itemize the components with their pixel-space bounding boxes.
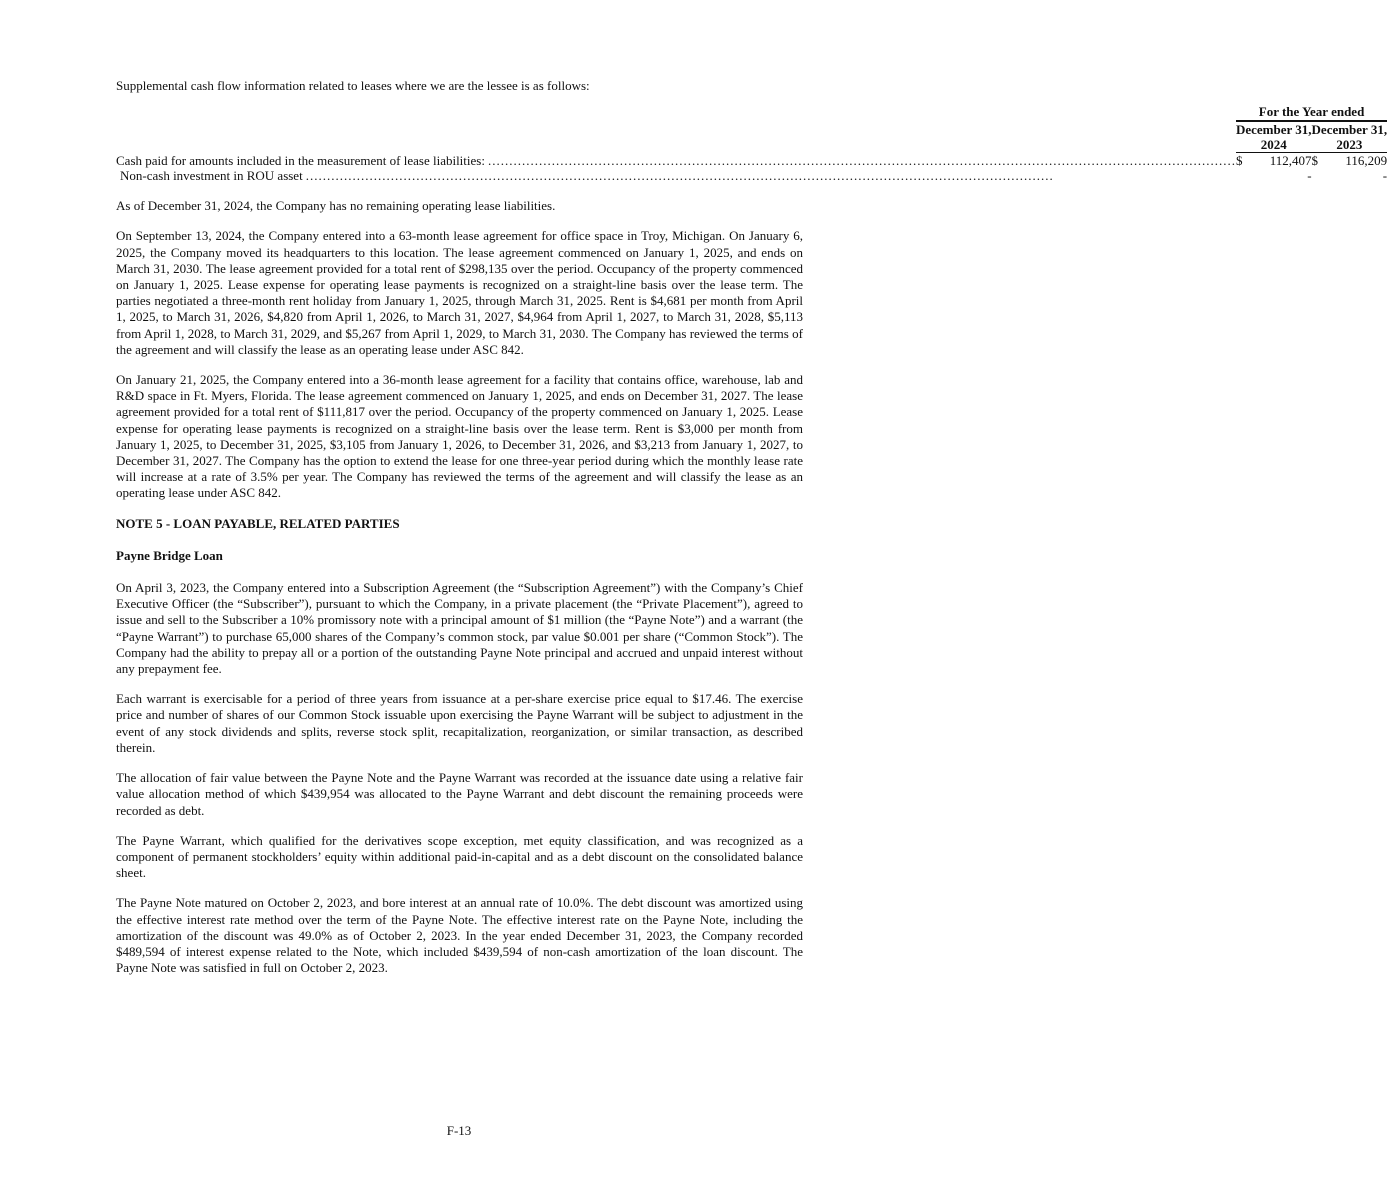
row-label: Cash paid for amounts included in the measurement of lease liabilities: xyxy=(116,153,485,169)
column-header-2023-line1: December 31, xyxy=(1311,122,1387,138)
paragraph-ft-myers-lease: On January 21, 2025, the Company entered into a 36-month lease agreement for a facility that contains office, warehouse, lab and R&D space in Ft. Myers, Florida. The lease agreement commenced on January 1, 2025, and ends on December 31, 2027. The lease agreement provided for a total rent of $111,817 over the period. Occupancy of the property commenced on January 1, 2025. Lease expense for operating lease payments is recognized on a straight-line basis over the lease term. Rent is $3,000 per month from January 1, 2025, to December 31, 2025, $3,105 from January 1, 2026, to December 31, 2026, and $3,213 from January 1, 2027, to December 31, 2027. The Company has the option to extend the lease for one three-year period during which the monthly lease rate will increase at a rate of 3.5% per year. The Company has reviewed the terms of the agreement and will classify the lease as an operating lease under ASC 842. xyxy=(116,372,803,501)
column-header-2024 xyxy=(1236,121,1312,153)
dollar-sign: $ xyxy=(1235,153,1243,169)
table-row xyxy=(116,168,1387,183)
section-subheading: Payne Bridge Loan xyxy=(116,547,223,563)
dollar-sign: $ xyxy=(1311,153,1319,169)
lease-cash-flow-table xyxy=(116,104,1387,183)
intro-text: Supplemental cash flow information related to leases where we are the lessee is as follows: xyxy=(116,78,590,93)
paragraph-troy-lease: On September 13, 2024, the Company entered into a 63-month lease agreement for office space in Troy, Michigan. On January 6, 2025, the Company moved its headquarters to this location. The lease agreement commenced on January 1, 2025, and ends on March 31, 2030. The lease agreement provided for a total rent of $298,135 over the period. Occupancy of the property commenced on January 1, 2025. Lease expense for operating lease payments is recognized on a straight-line basis over the lease term. The parties negotiated a three-month rent holiday from January 1, 2025, through March 31, 2025. Rent is $4,681 per month from April 1, 2025, to March 31, 2026, $4,820 from April 1, 2026, to March 31, 2027, $4,964 from April 1, 2027, to March 31, 2028, $5,113 from April 1, 2028, to March 31, 2029, and $5,267 from April 1, 2029, to March 31, 2030. The Company has reviewed the terms of the agreement and will classify the lease as an operating lease under ASC 842. xyxy=(116,228,803,357)
paragraph-equity-classification: The Payne Warrant, which qualified for the derivatives scope exception, met equity classification, and was recognized as a component of permanent stockholders’ equity within additional paid-in-capital and as a debt discount on the consolidated balance sheet. xyxy=(116,832,803,881)
column-header-2023-line2: 2023 xyxy=(1336,137,1363,153)
page-number: F-13 xyxy=(446,1123,472,1138)
paragraph-subscription-agreement: On April 3, 2023, the Company entered into a Subscription Agreement (the “Subscription Agreement”) with the Company’s Chief Executive Officer (the “Subscriber”), pursuant to which the Company, in a private placement (the “Private Placement”), agreed to issue and sell to the Subscriber a 10% promissory note with a principal amount of $1 million (the “Payne Note”) and a warrant (the “Payne Warrant”) to purchase 65,000 shares of the Company’s common stock, par value $0.001 per share (“Common Stock”). The Company had the ability to prepay all or a portion of the outstanding Payne Note principal and accrued and unpaid interest without any prepayment fee. xyxy=(116,580,803,677)
paragraph-note-maturity: The Payne Note matured on October 2, 2023, and bore interest at an annual rate of 10.0%. The debt discount was amortized using the effective interest rate method over the term of the Payne Note. The effective interest rate on the Payne Note, including the amortization of the discount was 49.0% as of October 2, 2023. In the year ended December 31, 2023, the Company recorded $489,594 of interest expense related to the Note, which included $439,594 of non-cash amortization of the loan discount. The Payne Note was satisfied in full on October 2, 2023. xyxy=(116,895,803,976)
value-2023: 116,209 xyxy=(1321,153,1387,169)
note-heading: NOTE 5 - LOAN PAYABLE, RELATED PARTIES xyxy=(116,515,400,531)
document-page xyxy=(116,78,1387,990)
value-2024: - xyxy=(1307,168,1312,184)
paragraph-fair-value-allocation: The allocation of fair value between the Payne Note and the Payne Warrant was recorded at the issuance date using a relative fair value allocation method of which $439,954 was allocated to the Payne Warrant and debt discount the remaining proceeds were recorded as debt. xyxy=(116,770,803,818)
paragraph-warrant-exercise: Each warrant is exercisable for a period of three years from issuance at a per-share exercise price equal to $17.46. The exercise price and number of shares of our Common Stock issuable upon exercising the Payne Warrant will be subject to adjustment in the event of any stock dividends and splits, reverse stock split, recapitalization, reorganization, or similar transaction, as described therein. xyxy=(116,691,803,755)
value-2024: 112,407 xyxy=(1245,153,1311,169)
column-header-2023 xyxy=(1312,121,1387,153)
column-header-2024-line1: December 31, xyxy=(1235,122,1312,138)
value-2023: - xyxy=(1382,168,1387,184)
table-row xyxy=(116,153,1387,169)
paragraph-no-lease-liabilities: As of December 31, 2024, the Company has no remaining operating lease liabilities. xyxy=(116,198,556,214)
table-span-header: For the Year ended xyxy=(1236,104,1387,121)
row-label: Non-cash investment in ROU asset xyxy=(120,168,303,184)
column-header-2024-line2: 2024 xyxy=(1260,137,1287,153)
